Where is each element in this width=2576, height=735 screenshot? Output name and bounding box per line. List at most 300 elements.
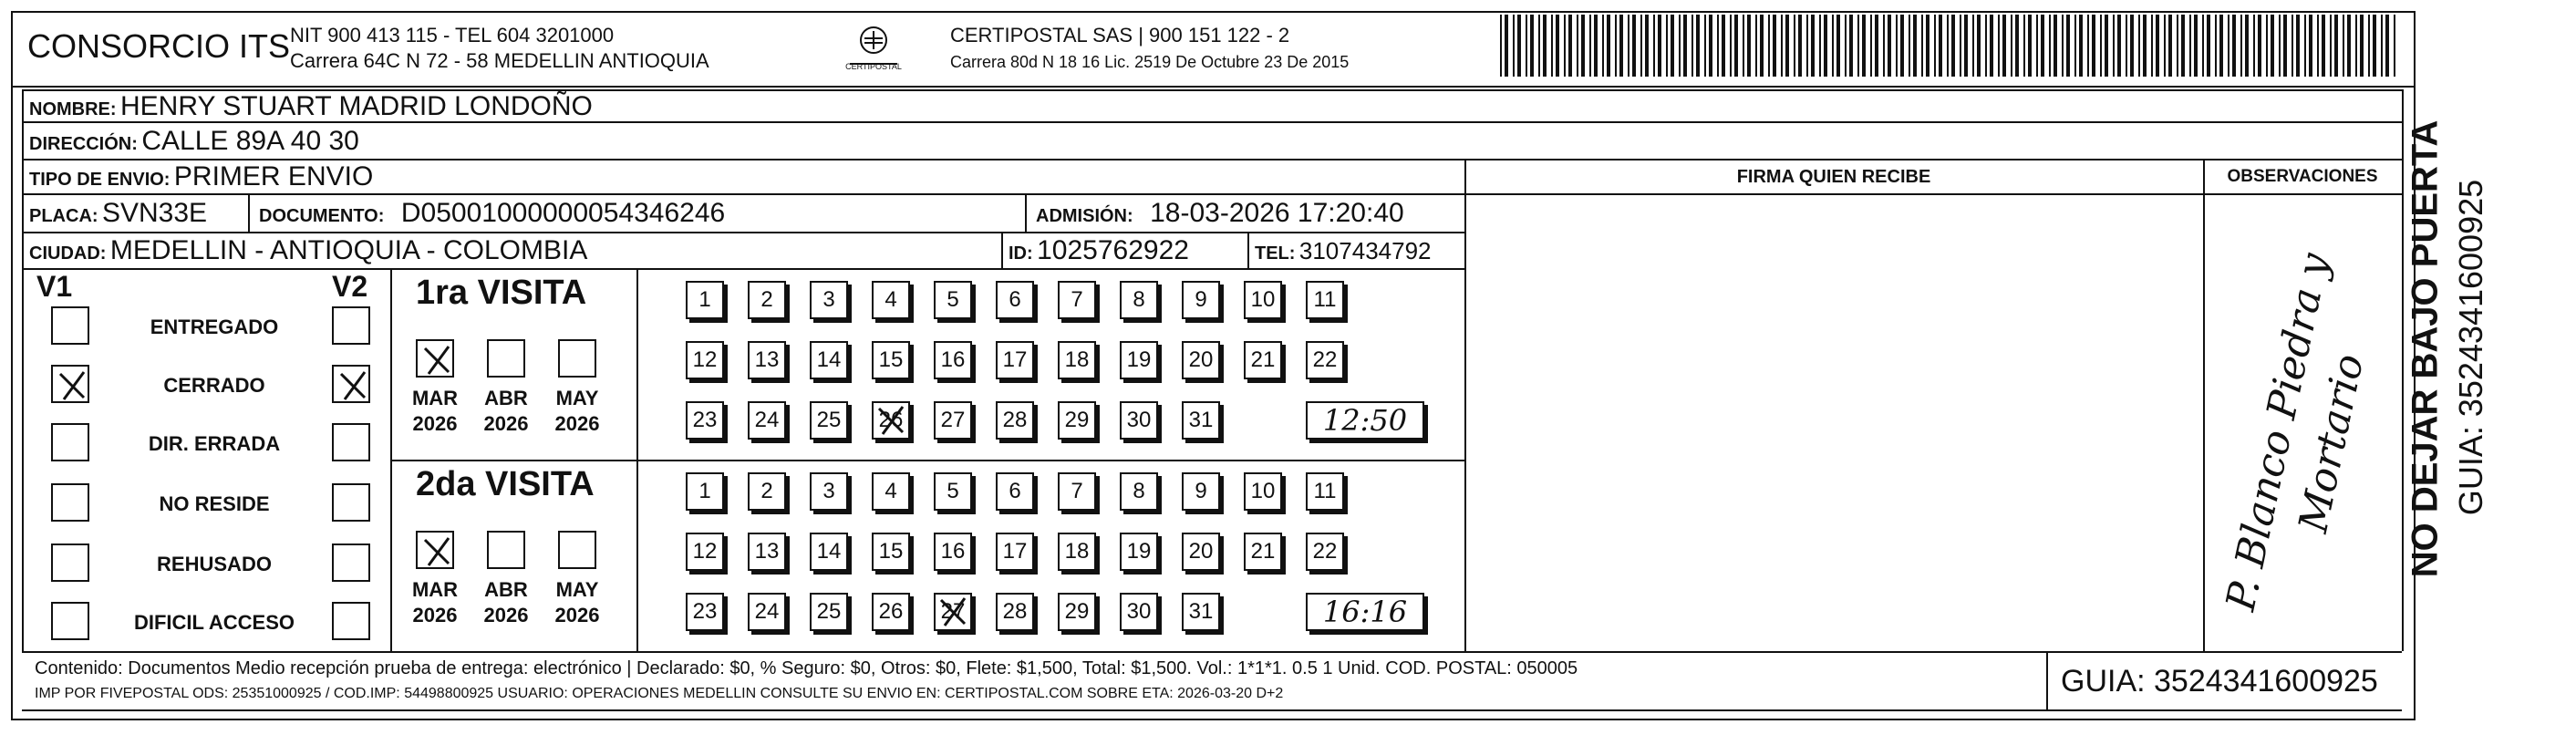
barcode-bar	[1619, 15, 1623, 77]
v1-label: V1	[36, 270, 73, 303]
first-visit-title: 1ra VISITA	[416, 274, 587, 312]
row-line	[22, 709, 2402, 711]
barcode-bar	[2343, 15, 2344, 77]
second-visit-day-box[interactable]: 24	[748, 593, 786, 631]
v1-status-checkbox[interactable]	[51, 543, 89, 582]
first-visit-month-label: MAR	[411, 387, 459, 409]
barcode-bar	[1577, 15, 1578, 77]
courier-logo	[837, 22, 910, 77]
barcode-bar	[1896, 15, 1898, 77]
first-visit-day-box[interactable]: 10	[1244, 281, 1282, 319]
day-mark	[934, 593, 972, 642]
barcode-bar	[2240, 15, 2242, 77]
barcode-bar	[2334, 15, 2338, 77]
barcode-bar	[2087, 15, 2089, 77]
barcode-bar	[1628, 15, 1629, 77]
first-visit-day-box[interactable]: 15	[872, 341, 910, 379]
barcode-bar	[1530, 15, 1534, 77]
barcode-bar	[1632, 15, 1636, 77]
row-line	[1464, 193, 2402, 195]
first-visit-day-box[interactable]: 22	[1306, 341, 1344, 379]
barcode-bar	[2126, 15, 2127, 77]
second-visit-day-box[interactable]	[934, 593, 972, 631]
first-visit-day-box[interactable]: 7	[1058, 281, 1096, 319]
footer-guia: GUIA: 3524341600925	[2061, 664, 2378, 699]
barcode-bar	[1964, 15, 1968, 77]
barcode-bar	[1798, 15, 1802, 77]
barcode-bar	[2177, 15, 2178, 77]
direccion-label: DIRECCIÓN:	[29, 134, 138, 154]
admision-value: 18-03-2026 17:20:40	[1150, 198, 1404, 228]
second-visit-day-box[interactable]: 21	[1244, 533, 1282, 571]
first-visit-day-box[interactable]: 23	[686, 401, 724, 440]
id-label: ID:	[1009, 243, 1033, 264]
first-visit-day-box[interactable]: 19	[1120, 341, 1158, 379]
col-line	[22, 89, 24, 651]
barcode-bar	[1977, 15, 1981, 77]
barcode-bar	[2168, 15, 2172, 77]
barcode-bar	[1849, 15, 1853, 77]
col-line	[1025, 193, 1027, 232]
barcode-bar	[2049, 15, 2051, 77]
barcode-bar	[2258, 15, 2261, 77]
barcode-bar	[1704, 15, 1706, 77]
barcode-bar	[2271, 15, 2274, 77]
v2-status-checkbox[interactable]	[332, 423, 370, 461]
second-visit-day-box[interactable]: 1	[686, 472, 724, 511]
v1-status-checkbox[interactable]	[51, 306, 89, 345]
v2-status-checkbox[interactable]	[332, 483, 370, 522]
status-label: DIFICIL ACCESO	[133, 611, 295, 634]
first-visit-day-box[interactable]: 18	[1058, 341, 1096, 379]
barcode-bar	[1722, 15, 1725, 77]
barcode-bar	[2279, 15, 2281, 77]
second-visit-day-box[interactable]: 5	[934, 472, 972, 511]
barcode-bar	[2381, 15, 2383, 77]
second-visit-day-box[interactable]: 7	[1058, 472, 1096, 511]
barcode-bar	[2373, 15, 2376, 77]
barcode-bar	[1691, 15, 1693, 77]
barcode-bar	[1913, 15, 1917, 77]
tel-value: 3107434792	[1298, 237, 1432, 264]
barcode-bar	[1836, 15, 1840, 77]
first-visit-day-box[interactable]: 17	[996, 341, 1034, 379]
check-mark-icon	[934, 593, 972, 631]
barcode-bar	[2207, 15, 2210, 77]
second-visit-title: 2da VISITA	[416, 465, 595, 503]
placa-value: SVN33E	[102, 198, 208, 228]
tel-label: TEL:	[1255, 243, 1296, 264]
barcode-bar	[1934, 15, 1936, 77]
tel-row	[1255, 237, 1432, 265]
second-visit-day-box[interactable]: 19	[1120, 533, 1158, 571]
barcode-bar	[1538, 15, 1540, 77]
barcode-bar	[2296, 15, 2300, 77]
first-visit-day-box[interactable]: 13	[748, 341, 786, 379]
second-visit-day-box[interactable]: 31	[1182, 593, 1220, 631]
second-visit-day-box[interactable]: 4	[872, 472, 910, 511]
barcode-bar	[1870, 15, 1872, 77]
barcode-bar	[2202, 15, 2204, 77]
barcode-bar	[1709, 15, 1712, 77]
first-visit-day-box[interactable]: 1	[686, 281, 724, 319]
footer-imp: IMP POR FIVEPOSTAL ODS: 25351000925 / COD.IMP: 54498800925 USUARIO: OPERACIONES MEDELLIN CONSULTE SU ENVIO EN: CERTIPOSTAL.COM SOBRE ETA: 2026-03-20 D+2	[35, 686, 1284, 701]
second-visit-day-box[interactable]: 11	[1306, 472, 1344, 511]
direccion-value: CALLE 89A 40 30	[141, 126, 359, 156]
barcode-bar	[2138, 15, 2140, 77]
second-visit-day-box[interactable]: 28	[996, 593, 1034, 631]
first-visit-day-box[interactable]: 28	[996, 401, 1034, 440]
barcode-bar	[2036, 15, 2038, 77]
barcode-bar	[1747, 15, 1751, 77]
barcode-bar	[1730, 15, 1732, 77]
barcode-bar	[1857, 15, 1859, 77]
v2-status-checkbox[interactable]	[332, 543, 370, 582]
barcode-bar	[1990, 15, 1993, 77]
barcode-bar	[1658, 15, 1661, 77]
logo-text: CERTIPOSTAL	[845, 62, 902, 71]
status-label: NO RESIDE	[159, 492, 270, 515]
ciudad-row	[29, 235, 587, 266]
ciudad-value: MEDELLIN - ANTIOQUIA - COLOMBIA	[109, 235, 588, 265]
tipo-value: PRIMER ENVIO	[173, 161, 374, 192]
tipo-row	[29, 161, 373, 192]
barcode-bar	[1806, 15, 1808, 77]
nombre-value: HENRY STUART MADRID LONDOÑO	[120, 91, 593, 121]
barcode-bar	[1743, 15, 1744, 77]
barcode-bar	[1645, 15, 1649, 77]
barcode-bar	[2151, 15, 2153, 77]
status-label: CERRADO	[163, 374, 265, 397]
barcode-bar	[1551, 15, 1553, 77]
barcode-bar	[2117, 15, 2121, 77]
first-visit-month-label: MAY	[555, 387, 599, 409]
second-visit-day-box[interactable]: 25	[810, 593, 848, 631]
documento-label: DOCUMENTO:	[259, 206, 385, 226]
barcode-bar	[1781, 15, 1783, 77]
v1-status-checkbox[interactable]	[51, 602, 89, 640]
company-name: CONSORCIO ITS	[27, 27, 291, 65]
second-visit-day-box[interactable]: 10	[1244, 472, 1282, 511]
second-visit-time-box[interactable]: 16:16	[1306, 593, 1424, 631]
admision-label: ADMISIÓN:	[1036, 206, 1133, 226]
first-visit-day-box[interactable]: 3	[810, 281, 848, 319]
barcode-bar	[1513, 15, 1515, 77]
barcode-bar	[1760, 15, 1764, 77]
first-visit-day-box[interactable]: 14	[810, 341, 848, 379]
first-visit-day-box[interactable]: 27	[934, 401, 972, 440]
second-visit-month-label: MAY	[555, 578, 599, 601]
barcode-bar	[2292, 15, 2293, 77]
barcode-bar	[2023, 15, 2025, 77]
first-visit-year-label: 2026	[412, 412, 458, 435]
first-visit-day-box[interactable]: 20	[1182, 341, 1220, 379]
barcode-bar	[2181, 15, 2185, 77]
second-visit-month-checkbox[interactable]	[416, 531, 454, 569]
second-visit-day-box[interactable]: 15	[872, 533, 910, 571]
status-label: REHUSADO	[157, 553, 272, 575]
tipo-label: TIPO DE ENVIO:	[29, 170, 171, 190]
first-visit-day-box[interactable]: 5	[934, 281, 972, 319]
placa-row	[29, 198, 207, 229]
barcode-bar	[1500, 15, 1502, 77]
ciudad-label: CIUDAD:	[29, 243, 107, 264]
row-line	[390, 460, 1464, 461]
barcode-bar	[1517, 15, 1521, 77]
barcode-bar	[2143, 15, 2147, 77]
barcode-bar	[1505, 15, 1508, 77]
row-line	[11, 86, 2416, 88]
first-visit-month-checkbox[interactable]	[487, 339, 525, 378]
row-line	[22, 159, 2402, 160]
barcode-bar	[2015, 15, 2019, 77]
barcode-bar	[2113, 15, 2115, 77]
second-visit-day-box[interactable]: 23	[686, 593, 724, 631]
barcode-bar	[2330, 15, 2332, 77]
company-nit: NIT 900 413 115 - TEL 604 3201000	[290, 24, 615, 47]
second-visit-day-box[interactable]: 26	[872, 593, 910, 631]
courier-license: Carrera 80d N 18 16 Lic. 2519 De Octubre 23 De 2015	[950, 53, 1350, 71]
first-visit-month-checkbox[interactable]	[416, 339, 454, 378]
barcode-bar	[2219, 15, 2223, 77]
barcode-bar	[1755, 15, 1757, 77]
footer-contenido: Contenido: Documentos Medio recepción prueba de entrega: electrónico | Declarado: $0, % Seguro: $0, Otros: $0, Flete: $1,500, Total: $1,500. Vol.: 1*1*1. 0.5 1 Unid. COD. POSTAL: 050005	[35, 658, 1578, 678]
first-visit-day-box[interactable]: 9	[1182, 281, 1220, 319]
barcode-bar	[2189, 15, 2191, 77]
row-line	[22, 268, 1464, 270]
barcode-bar	[1615, 15, 1617, 77]
check-mark-icon	[872, 401, 910, 440]
barcode-bar	[2105, 15, 2108, 77]
v1-status-checkbox[interactable]	[51, 423, 89, 461]
first-visit-day-box[interactable]: 25	[810, 401, 848, 440]
second-visit-day-box[interactable]: 12	[686, 533, 724, 571]
first-visit-day-box[interactable]	[872, 401, 910, 440]
barcode-bar	[2232, 15, 2236, 77]
barcode-bar	[1768, 15, 1770, 77]
barcode-bar	[2309, 15, 2312, 77]
barcode-bar	[1972, 15, 1974, 77]
second-visit-year-label: 2026	[483, 604, 529, 626]
direccion-row	[29, 126, 359, 157]
documento-row	[259, 198, 725, 229]
id-value: 1025762922	[1037, 235, 1189, 265]
barcode-bar	[2360, 15, 2364, 77]
barcode-bar	[2011, 15, 2012, 77]
barcode-bar	[2054, 15, 2057, 77]
col-line	[1464, 159, 1466, 651]
observation-handwriting: P. Blanco Piedra y Mortario	[2217, 249, 2374, 615]
observaciones-header: OBSERVACIONES	[2227, 167, 2378, 186]
documento-value: D05001000000054346246	[400, 198, 726, 228]
id-row	[1009, 235, 1189, 266]
barcode-bar	[2228, 15, 2229, 77]
second-visit-month-checkbox[interactable]	[487, 531, 525, 569]
v2-status-checkbox[interactable]	[332, 602, 370, 640]
col-line	[1247, 232, 1249, 268]
side-guia: GUIA: 3524341600925	[2452, 179, 2489, 516]
barcode-bar	[2283, 15, 2287, 77]
barcode-bar	[1671, 15, 1674, 77]
v2-label: V2	[332, 270, 368, 303]
barcode-bar	[1773, 15, 1776, 77]
side-warning: NO DEJAR BAJO PUERTA	[2405, 119, 2446, 578]
barcode-bar	[2130, 15, 2134, 77]
barcode-bar	[2304, 15, 2306, 77]
barcode-bar	[1594, 15, 1598, 77]
barcode-bar	[2368, 15, 2370, 77]
first-visit-day-box[interactable]: 16	[934, 341, 972, 379]
barcode-bar	[2062, 15, 2064, 77]
first-visit-day-box[interactable]: 4	[872, 281, 910, 319]
barcode-bar	[1785, 15, 1789, 77]
first-visit-time-box[interactable]: 12:50	[1306, 401, 1424, 440]
company-address: Carrera 64C N 72 - 58 MEDELLIN ANTIOQUIA	[290, 49, 709, 72]
day-mark	[872, 401, 910, 450]
day-number: 26	[878, 408, 904, 432]
nombre-row	[29, 91, 593, 122]
placa-label: PLACA:	[29, 206, 98, 226]
status-label: ENTREGADO	[150, 316, 279, 338]
v2-status-checkbox[interactable]	[332, 306, 370, 345]
courier-name: CERTIPOSTAL SAS | 900 151 122 - 2	[950, 24, 1290, 47]
col-line	[2402, 89, 2404, 651]
barcode-bar	[1683, 15, 1687, 77]
first-visit-day-box[interactable]: 24	[748, 401, 786, 440]
barcode-bar	[1653, 15, 1655, 77]
barcode-bar	[2253, 15, 2255, 77]
second-visit-day-box[interactable]: 22	[1306, 533, 1344, 571]
second-visit-day-box[interactable]: 8	[1120, 472, 1158, 511]
barcode-bar	[1568, 15, 1572, 77]
second-visit-day-box[interactable]: 30	[1120, 593, 1158, 631]
barcode-bar	[1717, 15, 1719, 77]
barcode-bar	[2156, 15, 2159, 77]
barcode-bar	[1824, 15, 1827, 77]
barcode-bar	[1947, 15, 1949, 77]
barcode-bar	[2215, 15, 2217, 77]
barcode-bar	[2322, 15, 2325, 77]
col-line	[248, 193, 250, 232]
first-visit-month-label: ABR	[484, 387, 528, 409]
barcode-bar	[1985, 15, 1987, 77]
barcode-bar	[1794, 15, 1795, 77]
barcode-bar	[1862, 15, 1866, 77]
barcode-bar	[1888, 15, 1891, 77]
first-visit-day-box[interactable]: 6	[996, 281, 1034, 319]
barcode-bar	[2394, 15, 2395, 77]
second-visit-day-box[interactable]: 2	[748, 472, 786, 511]
barcode-bar	[1832, 15, 1834, 77]
col-line	[1001, 232, 1003, 268]
second-visit-year-label: 2026	[412, 604, 458, 626]
barcode-bar	[1883, 15, 1885, 77]
second-visit-month-label: MAR	[411, 578, 459, 601]
barcode-bar	[1926, 15, 1929, 77]
barcode-bar	[2041, 15, 2044, 77]
first-visit-year-label: 2026	[483, 412, 529, 435]
barcode-bar	[1734, 15, 1738, 77]
first-visit-day-box[interactable]: 11	[1306, 281, 1344, 319]
second-visit-month-checkbox[interactable]	[558, 531, 596, 569]
first-visit-day-box[interactable]: 21	[1244, 341, 1282, 379]
first-visit-month-checkbox[interactable]	[558, 339, 596, 378]
barcode-bar	[1564, 15, 1566, 77]
day-number: 27	[940, 599, 966, 624]
barcode-bar	[2164, 15, 2166, 77]
barcode-bar	[1939, 15, 1942, 77]
v2-status-checkbox[interactable]	[332, 365, 370, 403]
barcode-bar	[1960, 15, 1961, 77]
check-mark-icon	[334, 367, 372, 405]
barcode-icon	[1500, 15, 2403, 77]
second-visit-month-label: ABR	[484, 578, 528, 601]
second-visit-day-box[interactable]: 29	[1058, 593, 1096, 631]
second-visit-day-box[interactable]: 16	[934, 533, 972, 571]
col-line	[2046, 651, 2048, 709]
admision-row	[1036, 198, 1404, 229]
second-visit-day-box[interactable]: 18	[1058, 533, 1096, 571]
barcode-bar	[1666, 15, 1668, 77]
first-visit-day-box[interactable]: 31	[1182, 401, 1220, 440]
second-visit-day-box[interactable]: 13	[748, 533, 786, 571]
first-visit-day-box[interactable]: 12	[686, 341, 724, 379]
barcode-bar	[2385, 15, 2389, 77]
barcode-bar	[1679, 15, 1681, 77]
first-visit-day-box[interactable]: 29	[1058, 401, 1096, 440]
second-visit-year-label: 2026	[554, 604, 600, 626]
barcode-bar	[2074, 15, 2076, 77]
check-mark-icon	[53, 367, 91, 405]
barcode-bar	[1602, 15, 1604, 77]
second-visit-day-box[interactable]: 14	[810, 533, 848, 571]
barcode-bar	[2245, 15, 2249, 77]
barcode-bar	[2028, 15, 2032, 77]
second-visit-day-box[interactable]: 9	[1182, 472, 1220, 511]
barcode-bar	[1607, 15, 1610, 77]
first-visit-day-box[interactable]: 30	[1120, 401, 1158, 440]
second-visit-day-box[interactable]: 20	[1182, 533, 1220, 571]
barcode-bar	[1811, 15, 1815, 77]
barcode-bar	[1845, 15, 1847, 77]
second-visit-day-box[interactable]: 6	[996, 472, 1034, 511]
barcode-bar	[2079, 15, 2083, 77]
barcode-bar	[1589, 15, 1591, 77]
barcode-bar	[1921, 15, 1923, 77]
col-line	[2203, 159, 2205, 651]
barcode-bar	[1900, 15, 1904, 77]
barcode-bar	[1556, 15, 1559, 77]
second-visit-day-box[interactable]: 3	[810, 472, 848, 511]
barcode-bar	[1909, 15, 1910, 77]
barcode-bar	[1998, 15, 2000, 77]
barcode-bar	[1819, 15, 1821, 77]
barcode-bar	[2266, 15, 2268, 77]
second-visit-day-box[interactable]: 17	[996, 533, 1034, 571]
first-visit-day-box[interactable]: 8	[1120, 281, 1158, 319]
v1-status-checkbox[interactable]	[51, 483, 89, 522]
barcode-bar	[1526, 15, 1527, 77]
first-visit-day-box[interactable]: 2	[748, 281, 786, 319]
barcode-bar	[2317, 15, 2319, 77]
barcode-bar	[2100, 15, 2102, 77]
barcode-bar	[1581, 15, 1585, 77]
v1-status-checkbox[interactable]	[51, 365, 89, 403]
row-line	[22, 651, 2402, 653]
barcode-bar	[1875, 15, 1878, 77]
firma-header: FIRMA QUIEN RECIBE	[1736, 167, 1931, 187]
barcode-bar	[2355, 15, 2357, 77]
